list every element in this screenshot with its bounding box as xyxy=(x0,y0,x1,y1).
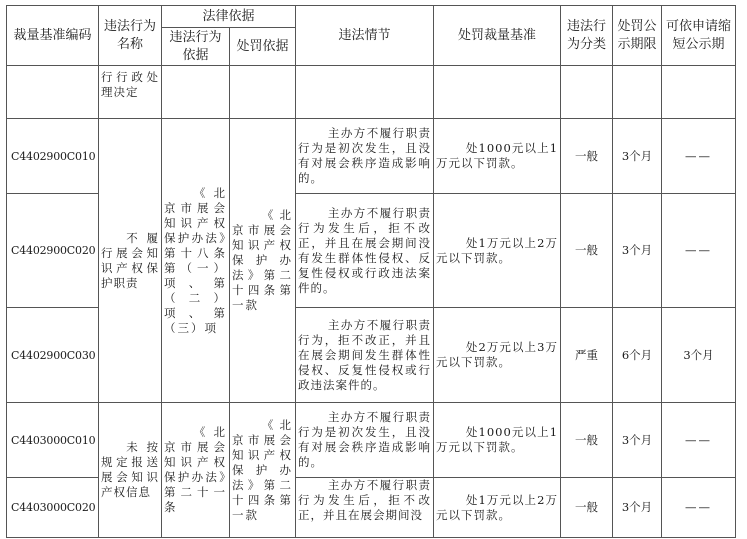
row-penalty-standard: 处1000元以上1万元以下罚款。 xyxy=(434,403,561,478)
table-row xyxy=(7,119,736,194)
row-circumstances: 主办方不履行职责行为发生后，拒不改正，并且在展会期间没有发生群体性侵权、反复性侵权或行政违法案件的。 xyxy=(296,194,434,308)
carryover-act-name: 行行政处理决定 xyxy=(99,66,162,119)
row-category: 一般 xyxy=(561,403,613,478)
row-category: 一般 xyxy=(561,478,613,538)
table-row xyxy=(7,403,736,478)
header-disclosure-period: 处罚公示期限 xyxy=(613,6,662,66)
row-circumstances: 主办方不履行职责行为发生后，拒不改正，并且在展会期间没 xyxy=(296,478,434,538)
group2-act-name: 未按规定报送展会知识产权信息 xyxy=(99,403,162,538)
row-disclosure-period: 6个月 xyxy=(613,308,662,403)
row-shorten-period: —— xyxy=(662,119,736,194)
penalty-discretion-table-page xyxy=(6,5,735,538)
row-disclosure-period: 3个月 xyxy=(613,119,662,194)
penalty-discretion-table xyxy=(6,5,736,538)
row-circumstances: 主办方不履行职责行为，拒不改正，并且在展会期间发生群体性侵权、反复性侵权或行政违法案件的。 xyxy=(296,308,434,403)
row-disclosure-period: 3个月 xyxy=(613,194,662,308)
row-circumstances: 主办方不履行职责行为是初次发生，且没有对展会秩序造成影响的。 xyxy=(296,403,434,478)
row-code: C4402900C030 xyxy=(7,308,99,403)
row-penalty-standard: 处2万元以上3万元以下罚款。 xyxy=(434,308,561,403)
row-code: C4403000C020 xyxy=(7,478,99,538)
group1-penalty-basis: 《北京市展会知识产权保护办法》第二十四条第一款 xyxy=(230,119,296,403)
row-shorten-period: —— xyxy=(662,194,736,308)
row-penalty-standard: 处1000元以上1万元以下罚款。 xyxy=(434,119,561,194)
row-penalty-standard: 处1万元以上2万元以下罚款。 xyxy=(434,194,561,308)
header-penalty-basis: 处罚依据 xyxy=(230,28,296,66)
header-shorten-period: 可依申请缩短公示期 xyxy=(662,6,736,66)
row-disclosure-period: 3个月 xyxy=(613,403,662,478)
row-disclosure-period: 3个月 xyxy=(613,478,662,538)
row-shorten-period: —— xyxy=(662,478,736,538)
row-penalty-standard: 处1万元以上2万元以下罚款。 xyxy=(434,478,561,538)
row-circumstances: 主办方不履行职责行为是初次发生，且没有对展会秩序造成影响的。 xyxy=(296,119,434,194)
row-category: 一般 xyxy=(561,194,613,308)
header-act-basis: 违法行为依据 xyxy=(162,28,230,66)
group2-penalty-basis: 《北京市展会知识产权保护办法》第二十四条第一款 xyxy=(230,403,296,538)
header-circumstances: 违法情节 xyxy=(296,6,434,66)
row-shorten-period: 3个月 xyxy=(662,308,736,403)
group1-act-name: 不履行展会知识产权保护职责 xyxy=(99,119,162,403)
row-category: 一般 xyxy=(561,119,613,194)
row-code: C4402900C010 xyxy=(7,119,99,194)
row-code: C4402900C020 xyxy=(7,194,99,308)
header-legal-basis: 法律依据 xyxy=(162,6,296,28)
carryover-row xyxy=(7,66,736,119)
group1-act-basis: 《北京市展会知识产权保护办法》第十八条第（一）项、第（二）项、第（三）项 xyxy=(162,119,230,403)
row-code: C4403000C010 xyxy=(7,403,99,478)
group2-act-basis: 《北京市展会知识产权保护办法》第二十一条 xyxy=(162,403,230,538)
header-code: 裁量基准编码 xyxy=(7,6,99,66)
header-category: 违法行为分类 xyxy=(561,6,613,66)
header-act-name: 违法行为名称 xyxy=(99,6,162,66)
row-shorten-period: —— xyxy=(662,403,736,478)
row-category: 严重 xyxy=(561,308,613,403)
header-penalty-standard: 处罚裁量基准 xyxy=(434,6,561,66)
